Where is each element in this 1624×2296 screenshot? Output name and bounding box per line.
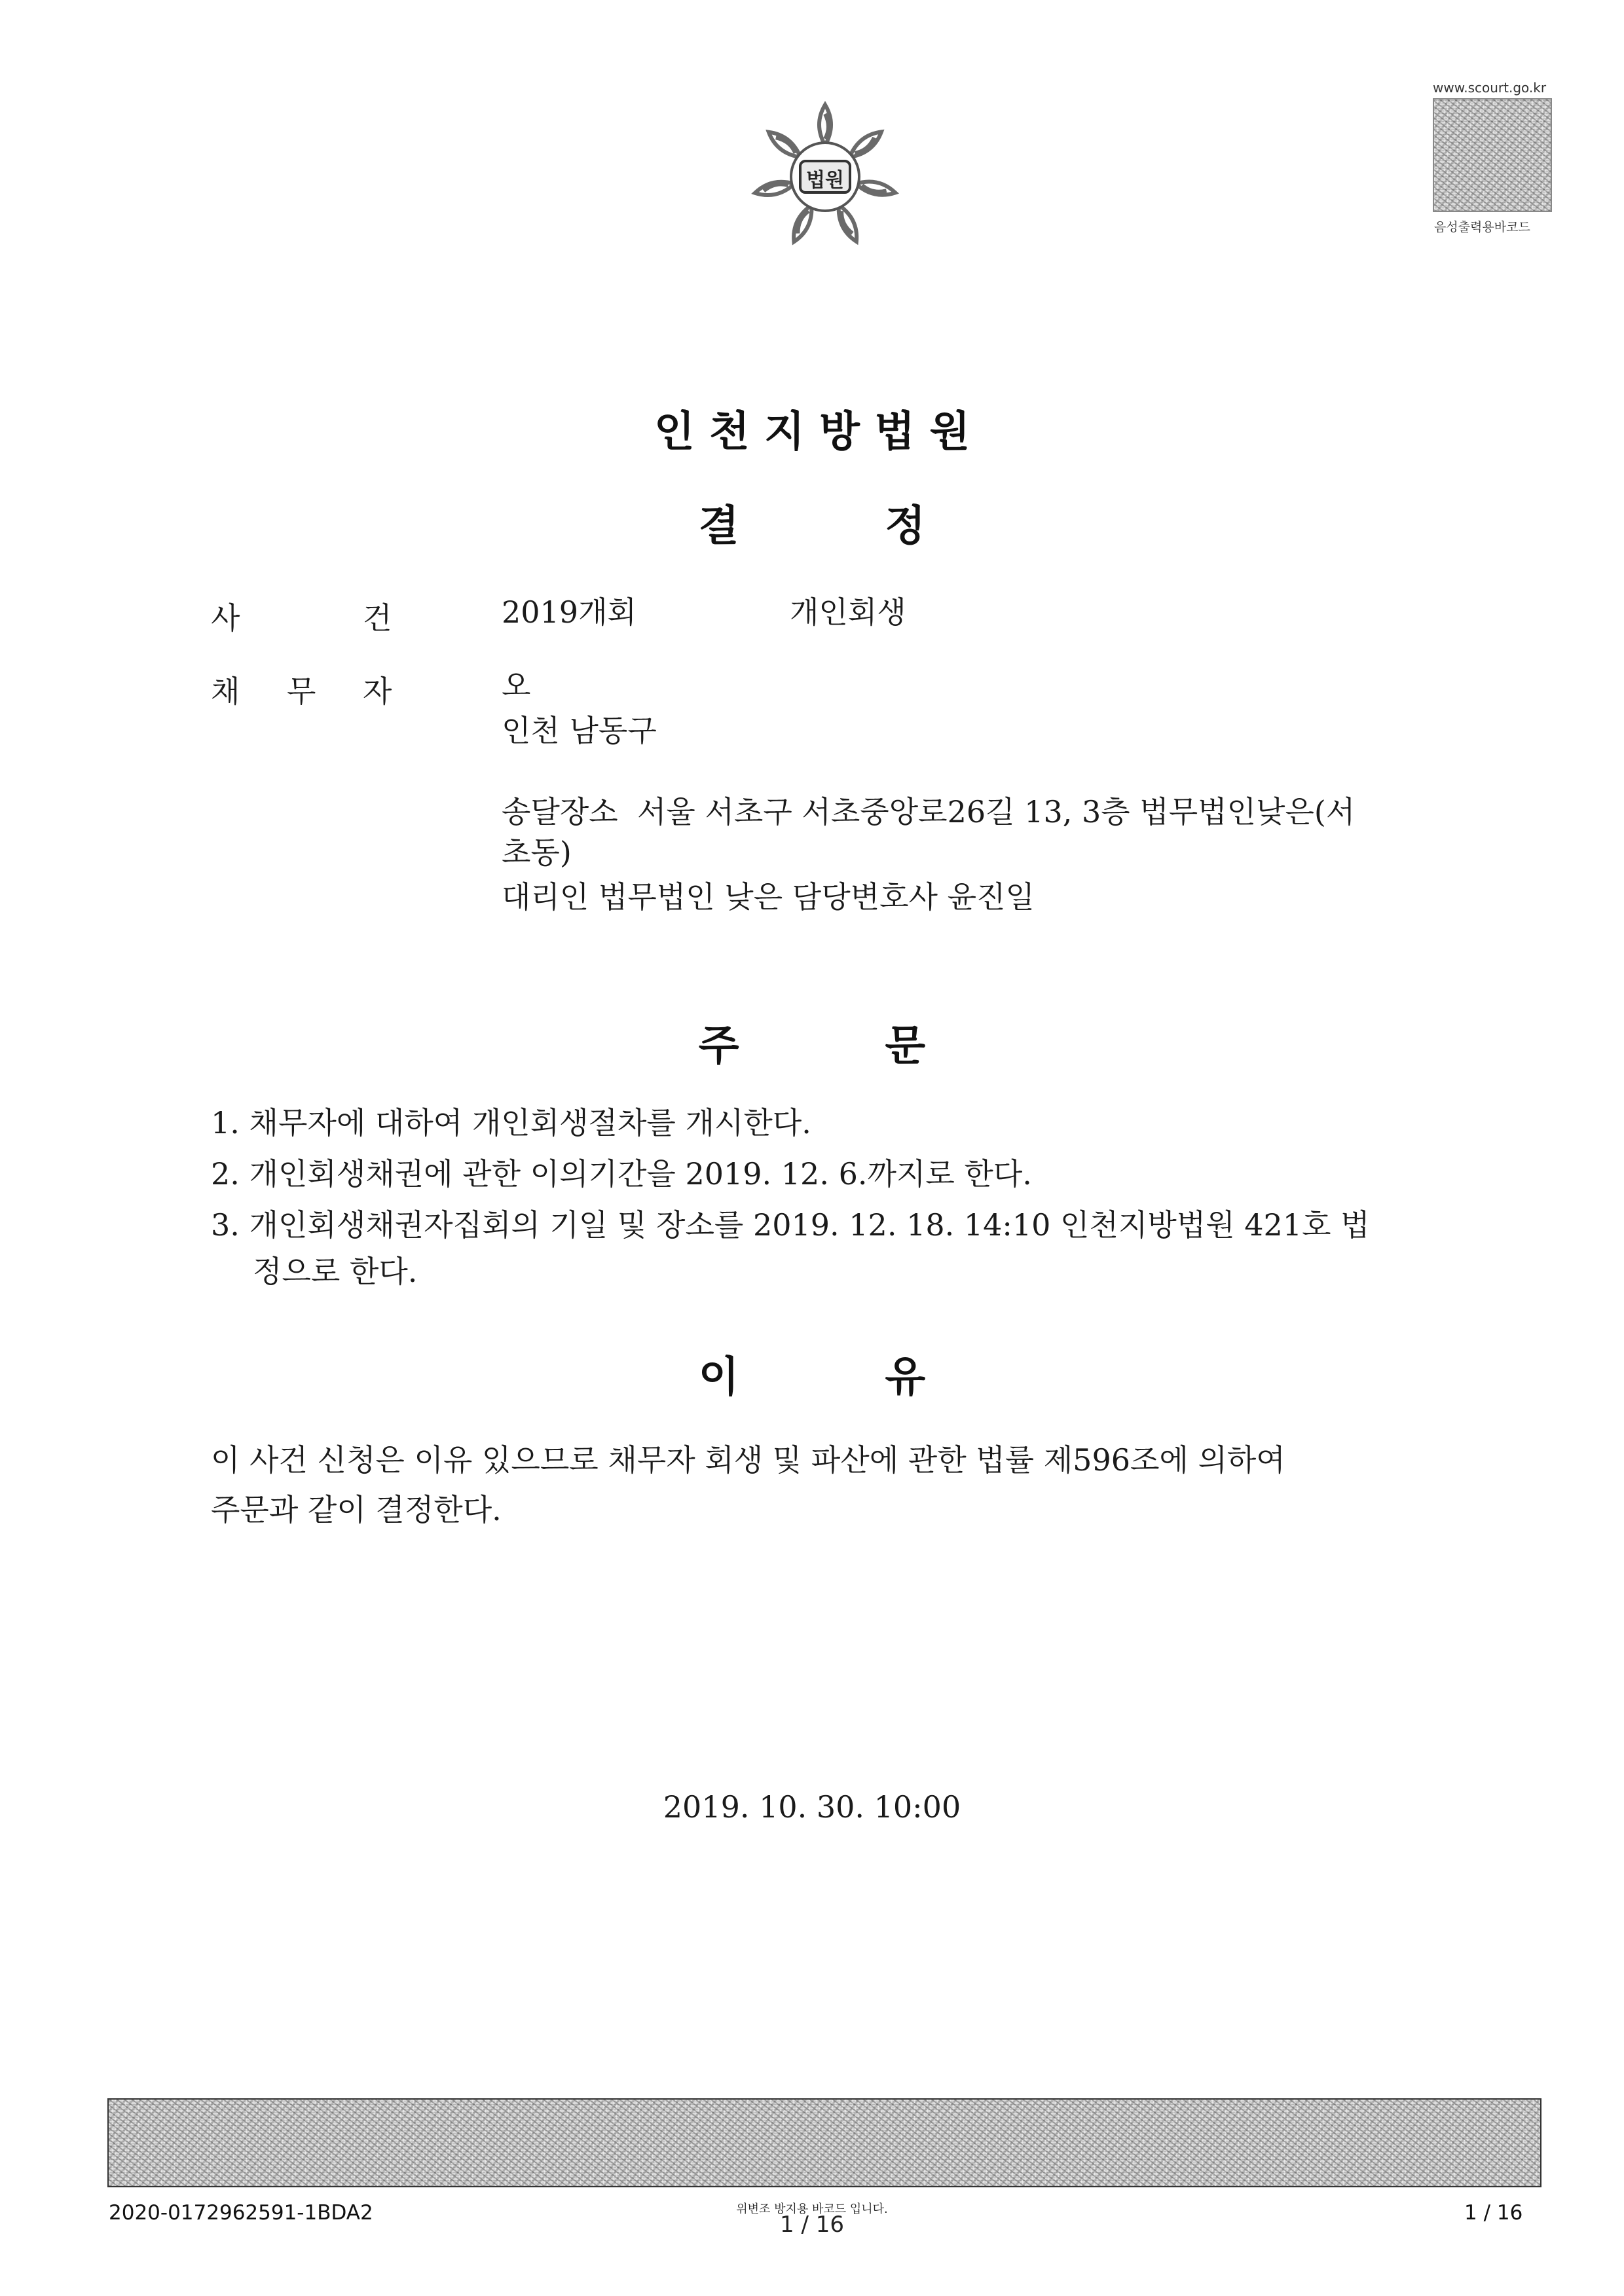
page-number: 1 / 16: [1464, 2201, 1523, 2225]
document-code: 2020-0172962591-1BDA2: [109, 2201, 373, 2225]
reason-heading: 이 유: [698, 1353, 926, 1402]
debtor-label-char: 무: [287, 674, 316, 709]
court-emblem: [747, 98, 904, 255]
reason-text: 이 사건 신청은 이유 있으므로 채무자 회생 및 파산에 관한 법률 제596조에 의하여: [211, 1442, 1285, 1478]
debtor-label-char: 자: [363, 674, 392, 709]
delivery-address-line: 초동): [502, 835, 572, 870]
barcode-url: www.scourt.go.kr: [1433, 80, 1547, 96]
order-item: 2. 개인회생채권에 관한 이의기간을 2019. 12. 6.까지로 한다.: [211, 1156, 1032, 1192]
case-label-char: 건: [363, 600, 392, 636]
case-label-char: 사: [211, 600, 240, 636]
barcode-caption: 음성출력용바코드: [1434, 220, 1530, 234]
case-number: 2019개회: [502, 594, 637, 630]
debtor-name: 오: [502, 668, 531, 703]
order-item-continuation: 정으로 한다.: [253, 1254, 418, 1289]
anti-forgery-barcode: [107, 2098, 1541, 2187]
court-name: 인 천 지 방 법 원: [654, 408, 970, 456]
order-item: 1. 채무자에 대하여 개인회생절차를 개시한다.: [211, 1105, 811, 1140]
voice-barcode: [1433, 98, 1552, 212]
debtor-address: 인천 남동구: [502, 713, 657, 748]
delivery-address-line: 송달장소 서울 서초구 서초중앙로26길 13, 3층 법무법인낮은(서: [502, 794, 1356, 829]
legal-agent: 대리인 법무법인 낮은 담당변호사 윤진일: [502, 879, 1035, 915]
decision-date: 2019. 10. 30. 10:00: [663, 1789, 961, 1825]
document-type: 결 정: [698, 502, 926, 551]
case-type: 개인회생: [790, 594, 906, 630]
reason-text: 주문과 같이 결정한다.: [211, 1492, 502, 1527]
emblem-label: 법원: [806, 169, 844, 192]
barcode-notice: 위변조 방지용 바코드 입니다.: [736, 2202, 888, 2216]
page-number-center: 1 / 16: [780, 2212, 844, 2238]
debtor-label-char: 채: [211, 674, 240, 709]
order-item: 3. 개인회생채권자집회의 기일 및 장소를 2019. 12. 18. 14:10 인천지방법원 421호 법: [211, 1207, 1370, 1243]
order-heading: 주 문: [698, 1022, 926, 1070]
